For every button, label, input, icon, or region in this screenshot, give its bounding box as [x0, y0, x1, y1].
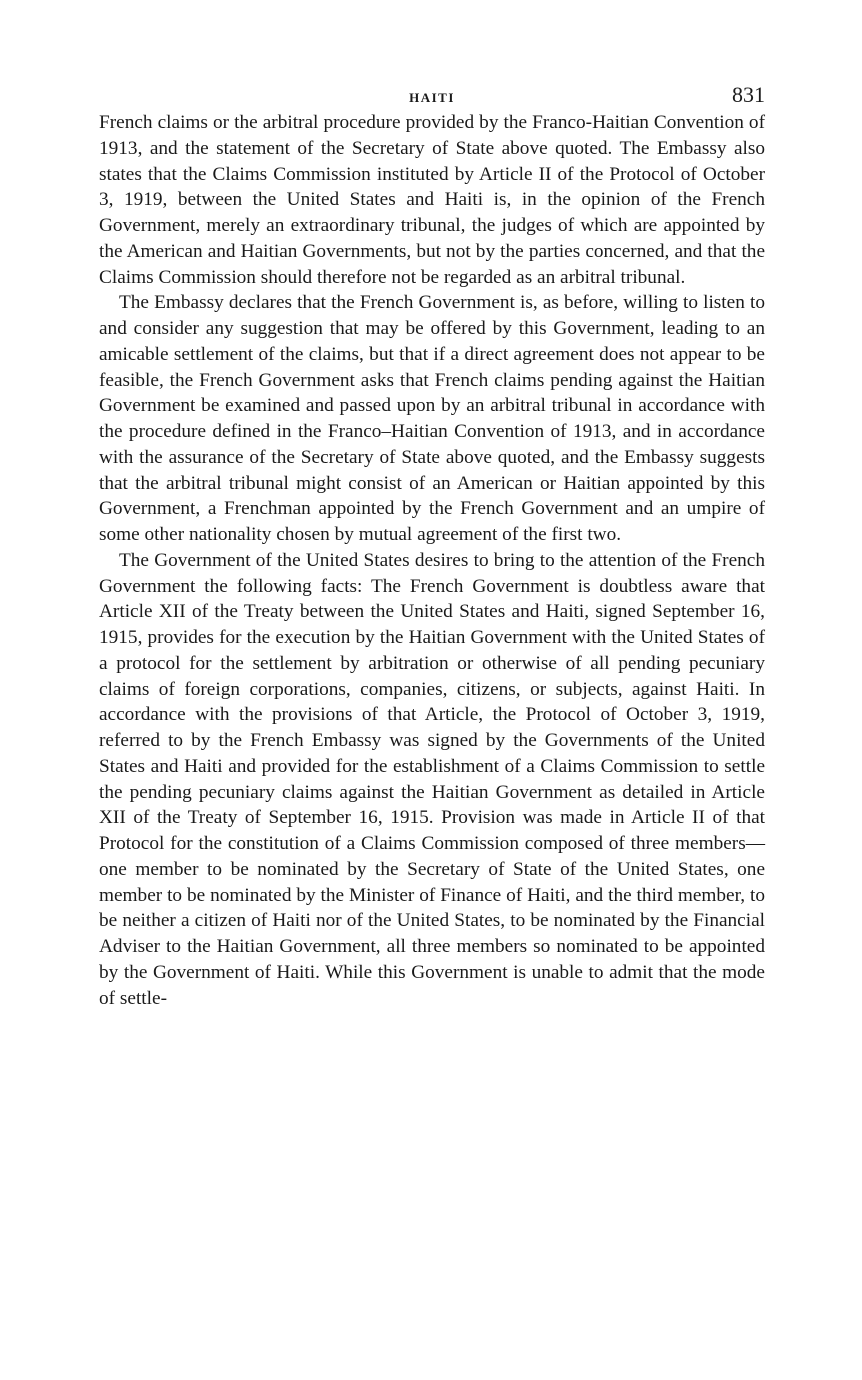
document-page	[99, 84, 765, 1011]
running-head: HAITI	[409, 90, 455, 105]
page-number: 831	[732, 82, 765, 107]
paragraph-embassy-declaration: The Embassy declares that the French Government is, as before, willing to listen to and consider any suggestion that may be offered by this Government, leading to an amicable settlement of the claims, but that if a direct agreement does not appear to be feasible, the French Government asks that French claims pending against the Haitian Government be examined and passed upon by an arbitral tribunal in accordance with the procedure defined in the Franco–Haitian Convention of 1913, and in accordance with the assurance of the Secretary of State above quoted, and the Embassy suggests that the arbitral tribunal might consist of an American or Haitian appointed by this Government, a Frenchman appointed by the French Government and an umpire of some other nationality chosen by mutual agreement of the first two.	[99, 292, 765, 545]
paragraph-us-government-response: The Government of the United States desires to bring to the attention of the French Government the following facts: The French Government is doubtless aware that Article XII of the Treaty between the United States and Haiti, signed September 16, 1915, provides for the execution by the Haitian Government with the United States of a protocol for the settlement by arbitration or otherwise of all pending pecuniary claims of foreign corporations, companies, citizens, or subjects, against Haiti. In accordance with the provisions of that Article, the Protocol of October 3, 1919, referred to by the French Embassy was signed by the Governments of the United States and Haiti and provided for the establishment of a Claims Commission to settle the pending pecuniary claims against the Haitian Government as detailed in Article XII of the Treaty of September 16, 1915. Provision was made in Article II of that Protocol for the constitution of a Claims Commission composed of three members—one member to be nominated by the Secretary of State of the United States, one member to be nominated by the Minister of Finance of Haiti, and the third member, to be neither a citizen of Haiti nor of the United States, to be nominated by the Financial Adviser to the Haitian Government, all three members so nominated to be appointed by the Government of Haiti. While this Government is unable to admit that the mode of settle-	[99, 549, 765, 1009]
paragraph-continued: French claims or the arbitral procedure provided by the Franco-Haitian Convention of 1913, and the statement of the Secretary of State above quoted. The Embassy also states that the Claims Commission instituted by Article II of the Protocol of October 3, 1919, between the United States and Haiti is, in the opinion of the French Government, merely an extraordinary tribunal, the judges of which are appointed by the American and Haitian Governments, but not by the parties concerned, and that the Claims Commission should therefore not be regarded as an arbitral tribunal.	[99, 112, 765, 288]
page-header	[99, 84, 765, 110]
